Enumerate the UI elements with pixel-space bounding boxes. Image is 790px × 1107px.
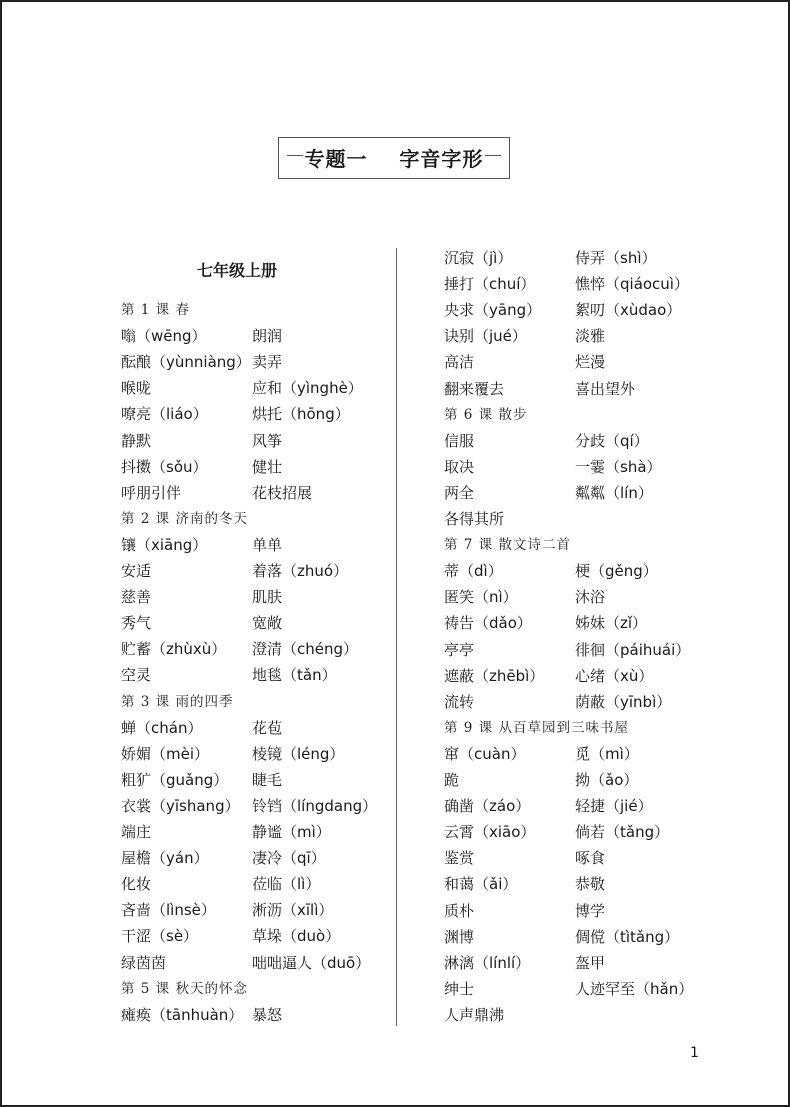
vocab-row <box>121 662 421 688</box>
vocab-row <box>444 637 744 663</box>
vocab-word: 宽敞 <box>252 614 283 633</box>
vocab-word: 咄咄逼人（duō） <box>252 953 371 972</box>
vocab-row <box>121 375 421 401</box>
vocab-row <box>121 610 421 636</box>
vocab-word: 博学 <box>575 901 606 920</box>
vocab-word: 跪 <box>444 771 460 789</box>
vocab-word: 淅沥（xīlì） <box>252 901 334 920</box>
vocab-word: 单单 <box>252 535 283 554</box>
vocab-word: 镶（xiāng） <box>121 535 208 554</box>
vocab-word: 确凿（záo） <box>444 797 531 816</box>
vocab-word: 蒂（dì） <box>444 562 503 581</box>
vocab-word: 沉寂（jì） <box>444 249 513 267</box>
vocab-word: 嘹亮（liáo） <box>121 405 208 424</box>
vocab-word: 着落（zhuó） <box>252 562 349 580</box>
vocab-word: 翻来覆去 <box>444 379 505 398</box>
vocab-row <box>121 897 421 923</box>
vocab-row <box>121 428 421 454</box>
vocab-word: 拗（ǎo） <box>575 771 639 789</box>
vocab-word: 盔甲 <box>575 953 606 972</box>
vocab-word: 花苞 <box>252 718 283 737</box>
vocab-row <box>444 845 744 871</box>
vocab-word: 衣裳（yīshang） <box>121 796 240 815</box>
vocab-word: 一霎（shà） <box>575 457 662 476</box>
vocab-word: 流转 <box>444 692 475 711</box>
vocab-row <box>121 454 421 480</box>
vocab-word: 安适 <box>121 562 152 580</box>
vocab-word: 粗犷（guǎng） <box>121 770 229 789</box>
lesson-heading: 第 6 课 散步 <box>444 406 528 423</box>
vocab-word: 人声鼎沸 <box>444 1005 505 1024</box>
vocab-word: 憔悴（qiáocuì） <box>575 275 689 294</box>
vocab-word: 祷告（dǎo） <box>444 614 532 633</box>
vocab-word: 澄清（chéng） <box>252 640 359 659</box>
vocab-word: 花枝招展 <box>252 483 313 502</box>
vocab-word: 啄食 <box>575 849 606 868</box>
vocab-word: 人迹罕至（hǎn） <box>575 979 694 998</box>
vocab-row <box>444 376 744 402</box>
vocab-word: 诀别（jué） <box>444 327 527 346</box>
vocab-row <box>444 976 744 1002</box>
vocab-row <box>121 636 421 662</box>
vocab-row <box>121 715 421 741</box>
vocab-word: 粼粼（lín） <box>575 483 653 502</box>
vocab-word: 风筝 <box>252 431 283 450</box>
vocab-word: 凄冷（qī） <box>252 849 326 868</box>
vocab-word: 棱镜（léng） <box>252 744 345 763</box>
vocab-word: 绿茵茵 <box>121 953 167 972</box>
vocab-word: 鉴赏 <box>444 849 475 868</box>
chapter-title: 专题一 字音字形 <box>304 147 484 171</box>
vocab-row <box>121 793 421 819</box>
vocab-row <box>444 480 744 506</box>
vocab-word: 铃铛（língdang） <box>252 796 378 815</box>
vocab-row <box>444 323 744 349</box>
vocab-word: 恭敬 <box>575 875 606 894</box>
vocab-row <box>444 950 744 976</box>
vocab-row <box>121 558 421 584</box>
vocab-word: 嗡（wēng） <box>121 327 207 346</box>
vocab-word: 匿笑（nì） <box>444 588 518 607</box>
vocab-word: 酝酿（yùnniàng） <box>121 353 251 372</box>
vocab-row <box>121 871 421 897</box>
vocab-word: 化妆 <box>121 875 152 894</box>
vocab-word: 倜傥（tìtǎng） <box>575 927 680 946</box>
lesson-heading: 第 2 课 济南的冬天 <box>121 510 248 527</box>
vocab-word: 瘫痪（tānhuàn） <box>121 1005 244 1024</box>
vocab-row <box>444 871 744 897</box>
vocab-row <box>444 454 744 480</box>
vocab-word: 轻捷（jié） <box>575 797 653 816</box>
vocab-row <box>121 923 421 949</box>
vocab-word: 屋檐（yán） <box>121 849 209 868</box>
vocab-row <box>121 1002 421 1028</box>
vocab-word: 喉咙 <box>121 379 152 398</box>
vocab-word: 絮叨（xùdao） <box>575 301 682 320</box>
lesson-heading: 第 3 课 雨的四季 <box>121 693 234 710</box>
vocab-word: 慈善 <box>121 588 152 607</box>
vocab-word: 应和（yìnghè） <box>252 379 363 398</box>
vocab-word: 遮蔽（zhēbì） <box>444 666 545 685</box>
vocab-word: 荫蔽（yīnbì） <box>575 692 672 711</box>
vocab-word: 捶打（chuí） <box>444 275 536 294</box>
vocab-row <box>121 767 421 793</box>
vocab-row <box>121 741 421 767</box>
vocab-word: 央求（yāng） <box>444 301 542 320</box>
vocab-row <box>444 819 744 845</box>
vocab-row <box>121 480 421 506</box>
section-heading: 七年级上册 <box>196 261 277 280</box>
lesson-heading: 第 1 课 春 <box>121 302 190 318</box>
vocab-row <box>444 245 744 271</box>
vocab-word: 卖弄 <box>252 353 283 372</box>
vocab-word: 草垛（duò） <box>252 927 341 946</box>
vocab-row <box>444 584 744 610</box>
vocab-word: 秀气 <box>121 614 152 633</box>
vocab-word: 渊博 <box>444 927 475 946</box>
vocab-word: 质朴 <box>444 901 475 920</box>
vocab-word: 蝉（chán） <box>121 718 203 737</box>
vocab-row <box>444 767 744 793</box>
vocab-word: 取决 <box>444 457 475 476</box>
vocab-word: 云霄（xiāo） <box>444 823 536 842</box>
vocab-word: 烂漫 <box>575 353 606 372</box>
vocab-word: 淋漓（línlí） <box>444 953 531 972</box>
vocab-word: 静默 <box>121 431 152 450</box>
vocab-row <box>121 584 421 610</box>
vocab-word: 觅（mì） <box>575 744 639 763</box>
vocab-word: 朗润 <box>252 327 283 346</box>
vocab-word: 梗（gěng） <box>575 562 658 581</box>
vocab-row <box>444 558 744 584</box>
vocab-word: 贮蓄（zhùxù） <box>121 640 227 659</box>
vocab-word: 信服 <box>444 431 475 450</box>
vocab-row <box>444 610 744 636</box>
vocab-word: 抖擞（sǒu） <box>121 457 208 476</box>
vocab-word: 喜出望外 <box>575 379 636 398</box>
vocab-word: 和蔼（ǎi） <box>444 875 518 894</box>
vocab-word: 莅临（lì） <box>252 875 321 894</box>
lesson-heading: 第 9 课 从百草园到三味书屋 <box>444 719 629 736</box>
vocab-row <box>444 663 744 689</box>
vocab-word: 徘徊（páihuái） <box>575 640 691 659</box>
vocab-word: 吝啬（lìnsè） <box>121 901 216 920</box>
vocab-row <box>121 323 421 349</box>
vocab-row <box>121 401 421 427</box>
chapter-title-box <box>278 137 510 179</box>
vocab-word: 姊妹（zǐ） <box>575 614 648 633</box>
vocab-word: 娇媚（mèi） <box>121 744 210 763</box>
vocab-word: 健壮 <box>252 457 283 476</box>
vocab-row <box>444 297 744 323</box>
vocab-word: 呼朋引伴 <box>121 483 182 502</box>
vocab-word: 各得其所 <box>444 510 505 528</box>
vocab-word: 心绪（xù） <box>575 666 654 685</box>
vocab-word: 倘若（tǎng） <box>575 823 670 842</box>
vocab-row <box>444 898 744 924</box>
vocab-word: 肌肤 <box>252 588 283 607</box>
vocab-row <box>444 924 744 950</box>
vocab-word: 高洁 <box>444 353 475 372</box>
vocab-word: 窜（cuàn） <box>444 744 526 763</box>
vocab-word: 两全 <box>444 483 475 502</box>
vocab-word: 淡雅 <box>575 327 606 346</box>
vocab-word: 侍弄（shì） <box>575 249 657 267</box>
vocab-row <box>121 845 421 871</box>
vocab-word: 沐浴 <box>575 588 606 607</box>
vocab-word: 空灵 <box>121 666 152 685</box>
vocab-word: 暴怒 <box>252 1005 283 1024</box>
vocab-word: 睫毛 <box>252 770 283 789</box>
lesson-heading: 第 5 课 秋天的怀念 <box>121 980 248 997</box>
vocab-row <box>444 741 744 767</box>
vocab-row <box>444 428 744 454</box>
vocab-word: 干涩（sè） <box>121 927 199 946</box>
vocab-word: 绅士 <box>444 979 475 998</box>
vocab-word: 亭亭 <box>444 640 475 659</box>
vocab-word: 分歧（qí） <box>575 431 649 450</box>
vocab-row <box>444 271 744 297</box>
vocab-word: 烘托（hōng） <box>252 405 350 424</box>
vocab-row <box>444 1002 744 1028</box>
vocab-word: 端庄 <box>121 823 152 841</box>
vocab-row <box>444 506 744 532</box>
vocab-row <box>121 532 421 558</box>
vocab-row <box>444 689 744 715</box>
vocab-row <box>121 819 421 845</box>
vocab-word: 静谧（mì） <box>252 823 331 841</box>
lesson-heading: 第 7 课 散文诗二首 <box>444 537 571 554</box>
vocab-row <box>444 793 744 819</box>
vocab-row <box>121 349 421 375</box>
vocab-row <box>444 349 744 375</box>
vocab-word: 地毯（tǎn） <box>252 666 337 685</box>
page-number: 1 <box>690 1045 699 1061</box>
vocab-row <box>121 950 421 976</box>
